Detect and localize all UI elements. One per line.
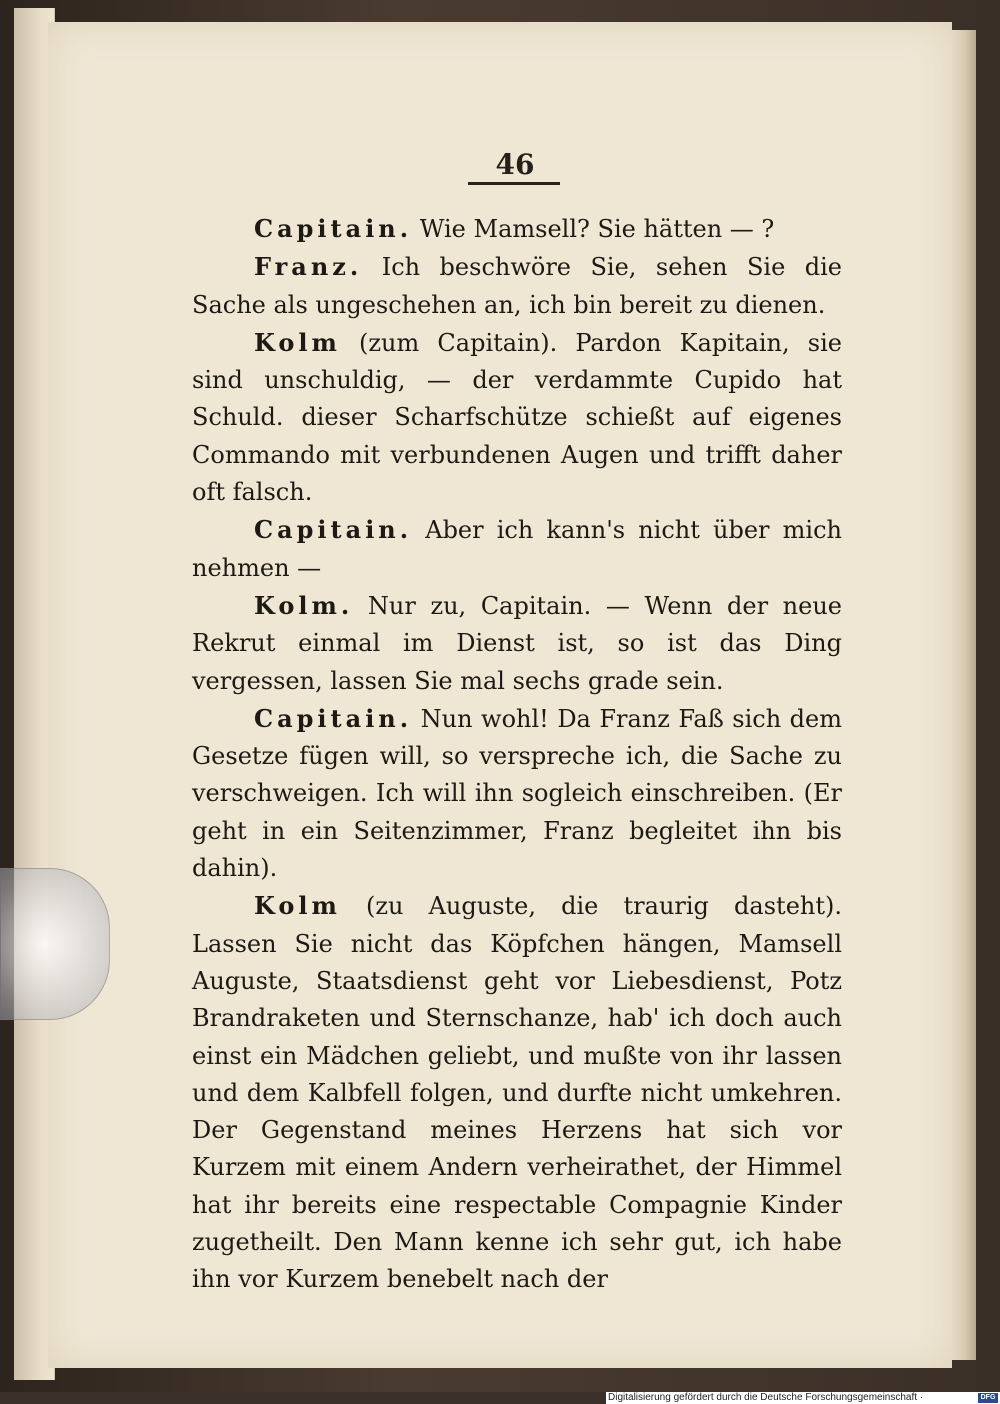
paragraph [192,324,842,511]
paragraph [192,511,842,587]
paragraph [192,210,842,248]
paragraph-text: Nun wohl! Da Franz Faß sich dem Gesetze fügen will, so verspreche ich, die Sache zu verschweigen. Ich will ihn sogleich einschreiben. (Er geht in ein Seitenzimmer, Franz begleitet ihn bis dahin). [192,704,842,883]
paragraph [192,700,842,887]
digitization-footer [606,1392,1000,1404]
paragraph [192,587,842,700]
page-number: 46 [495,148,535,181]
page-clip [0,868,110,1020]
paragraph-text: Nur zu, Capitain. — Wenn der neue Rekrut einmal im Dienst ist, so ist das Ding vergessen, lassen Sie mal sechs grade sein. [192,591,843,695]
speaker-name: Kolm [254,327,341,357]
paragraph-text: (zum Capitain). Pardon Kapitain, sie sind unschuldig, — der verdammte Cupido hat Schuld. dieser Scharfschütze schießt auf eigenes Commando mit verbundenen Augen und trifft daher oft falsch. [192,328,842,507]
speaker-name: Kolm [254,891,341,921]
speaker-name: Franz. [254,252,363,282]
paragraph [192,248,842,324]
speaker-name: Capitain. [254,214,413,243]
speaker-name: Kolm. [254,590,354,620]
dfg-logo-icon: DFG [978,1393,998,1403]
paragraph-text: Wie Mamsell? Sie hätten — ? [419,215,775,243]
page-body [192,210,842,1299]
speaker-name: Capitain. [254,703,413,733]
paragraph-text: Ich beschwöre Sie, sehen Sie die Sache als ungeschehen an, ich bin bereit zu dienen. [192,253,842,319]
paragraph-text: Aber ich kann's nicht über mich nehmen — [192,516,842,582]
paragraph [192,887,842,1298]
paragraph-text: (zu Auguste, die traurig dasteht). Lassen Sie nicht das Köpfchen hängen, Mamsell Auguste, Staatsdienst geht vor Liebesdienst, Potz Brandraketen und Sternschanze, hab' ich doch auch einst ein Mädchen geliebt, und mußte von ihr lassen und dem Kalbfell folgen, und durfte nicht umkehren. Der Gegenstand meines Herzens hat sich vor Kurzem mit einem Andern verheirathet, der Himmel hat ihr bereits eine respectable Compagnie Kinder zugetheilt. Den Mann kenne ich sehr gut, ich habe ihn vor Kurzem benebelt nach der [192,892,842,1294]
speaker-name: Capitain. [254,515,413,545]
footer-credit: Digitalisierung gefördert durch die Deutsche Forschungsgemeinschaft · [608,1392,924,1403]
page-number-underline [468,182,560,185]
